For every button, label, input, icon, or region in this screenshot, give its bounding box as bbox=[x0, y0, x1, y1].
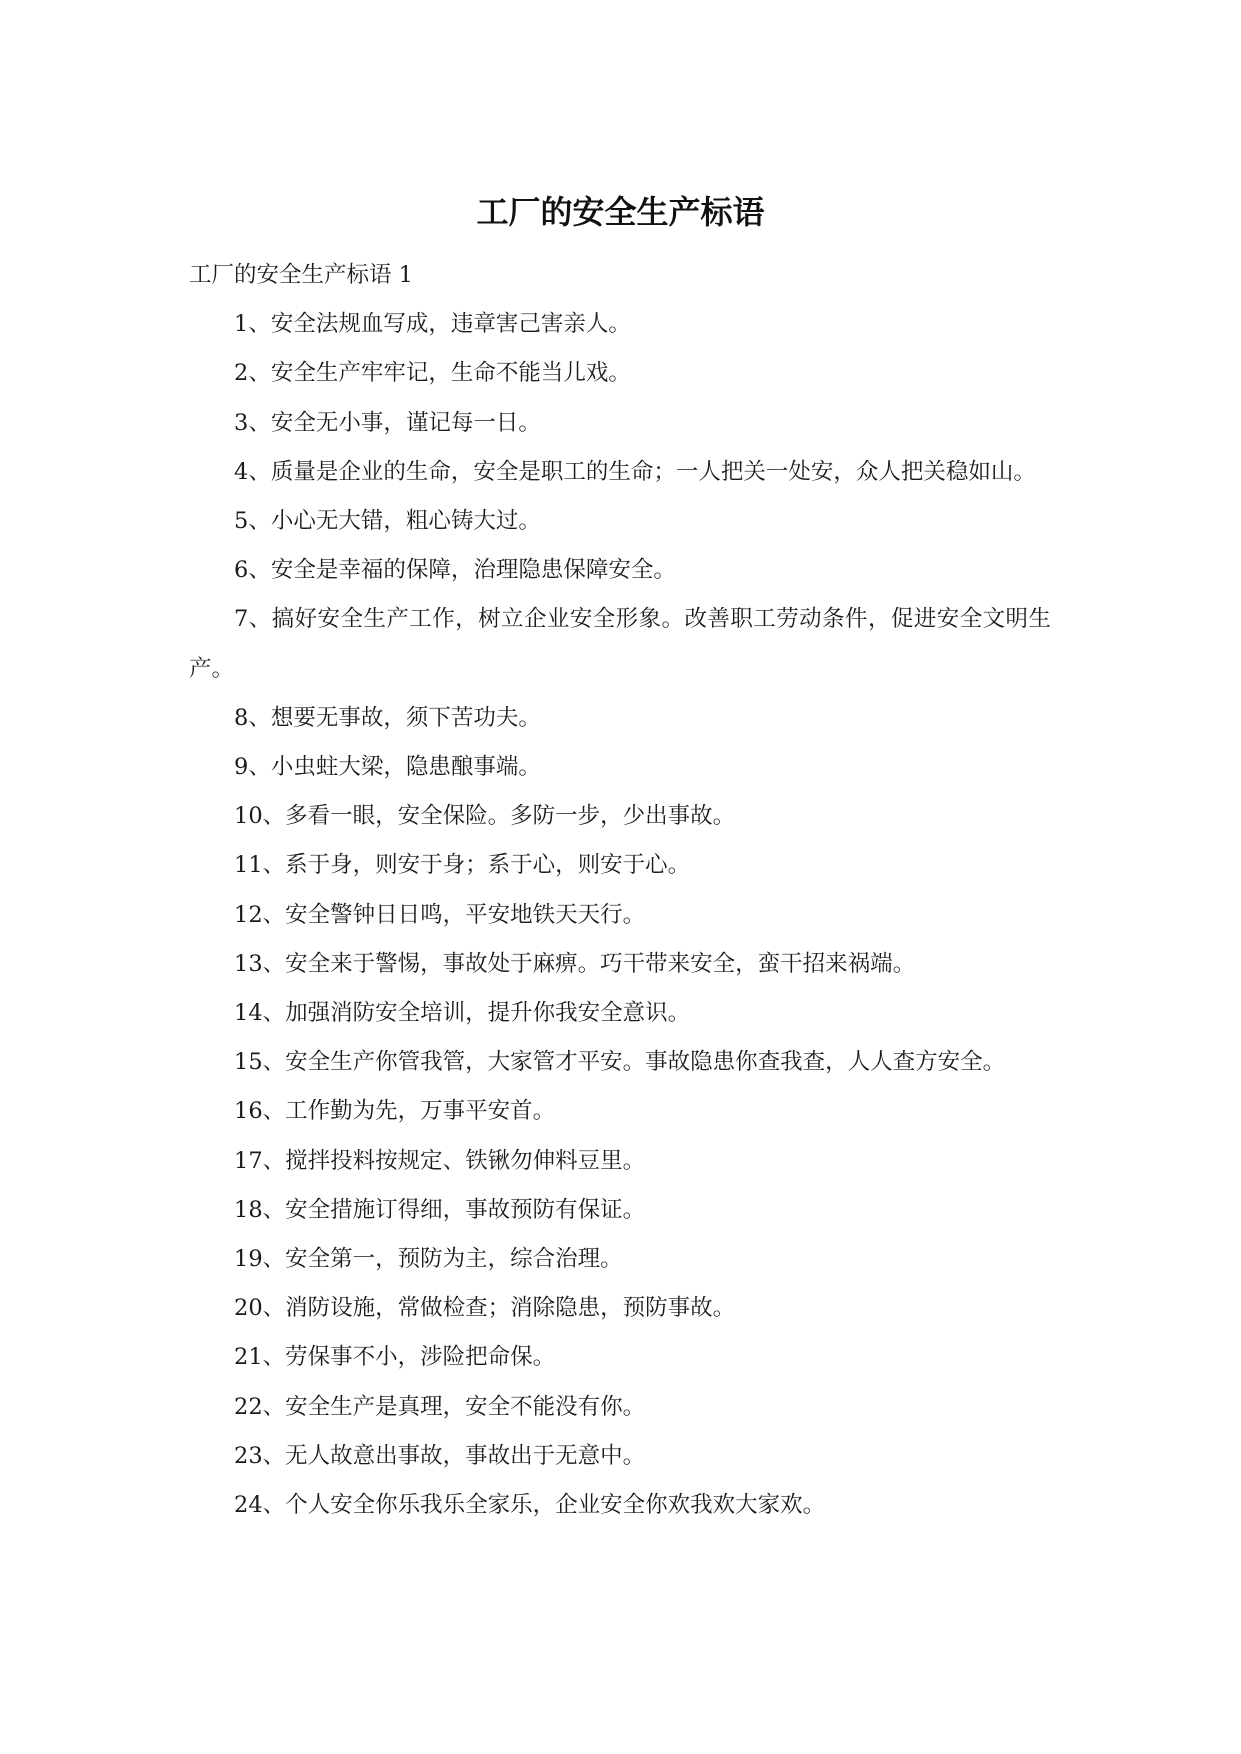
slogan-item: 19、安全第一，预防为主，综合治理。 bbox=[234, 1246, 623, 1273]
slogan-item: 5、小心无大错，粗心铸大过。 bbox=[234, 508, 541, 535]
slogan-item: 4、质量是企业的生命，安全是职工的生命；一人把关一处安，众人把关稳如山。 bbox=[234, 458, 1036, 485]
slogan-item: 21、劳保事不小，涉险把命保。 bbox=[234, 1344, 556, 1371]
slogan-item: 13、安全来于警惕，事故处于麻痹。巧干带来安全，蛮干招来祸端。 bbox=[234, 950, 916, 977]
slogan-item: 22、安全生产是真理，安全不能没有你。 bbox=[234, 1393, 646, 1420]
slogan-item: 15、安全生产你管我管，大家管才平安。事故隐患你查我查，人人查方安全。 bbox=[234, 1049, 1006, 1076]
slogan-item: 18、安全措施订得细，事故预防有保证。 bbox=[234, 1196, 646, 1223]
slogan-item: 24、个人安全你乐我乐全家乐，企业安全你欢我欢大家欢。 bbox=[234, 1492, 826, 1519]
slogan-item: 17、搅拌投料按规定、铁锹勿伸料豆里。 bbox=[234, 1147, 646, 1174]
slogan-item: 7、搞好安全生产工作，树立企业安全形象。改善职工劳动条件，促进安全文明生产。 bbox=[189, 606, 1051, 682]
slogan-item: 6、安全是幸福的保障，治理隐患保障安全。 bbox=[234, 557, 676, 584]
slogan-item: 9、小虫蛀大梁，隐患酿事端。 bbox=[234, 754, 541, 781]
slogan-item: 2、安全生产牢牢记，生命不能当儿戏。 bbox=[234, 360, 631, 387]
slogan-item: 1、安全法规血写成，违章害己害亲人。 bbox=[234, 311, 631, 338]
document-title: 工厂的安全生产标语 bbox=[476, 193, 765, 231]
slogan-item: 16、工作勤为先，万事平安首。 bbox=[234, 1098, 556, 1125]
slogan-item: 23、无人故意出事故，事故出于无意中。 bbox=[234, 1442, 646, 1469]
document-body bbox=[189, 251, 1051, 1530]
slogan-item: 14、加强消防安全培训，提升你我安全意识。 bbox=[234, 1000, 691, 1027]
slogan-item: 12、安全警钟日日鸣，平安地铁天天行。 bbox=[234, 901, 646, 928]
slogan-item: 8、想要无事故，须下苦功夫。 bbox=[234, 704, 541, 731]
section-heading: 工厂的安全生产标语 1 bbox=[189, 262, 413, 288]
slogan-item: 10、多看一眼，安全保险。多防一步，少出事故。 bbox=[234, 803, 736, 830]
slogan-item: 11、系于身，则安于身；系于心，则安于心。 bbox=[234, 852, 691, 879]
slogan-item: 20、消防设施，常做检查；消除隐患，预防事故。 bbox=[234, 1295, 736, 1322]
slogan-item: 3、安全无小事，谨记每一日。 bbox=[234, 409, 541, 436]
